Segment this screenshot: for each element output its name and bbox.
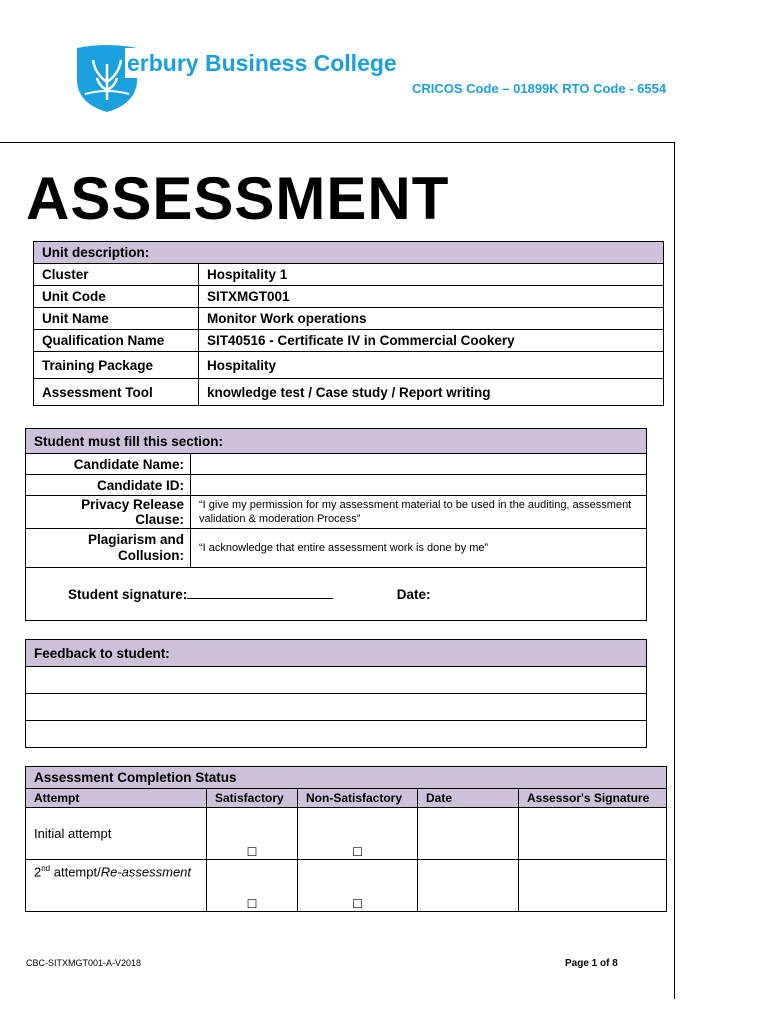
- date-cell[interactable]: [418, 808, 519, 860]
- assessor-signature-cell[interactable]: [519, 808, 667, 860]
- table-row: [34, 379, 664, 406]
- privacy-label: Privacy Release Clause:: [26, 496, 191, 529]
- row-value: Hospitality 1: [199, 264, 664, 286]
- candidate-name-field[interactable]: [191, 454, 647, 475]
- table-row: [34, 308, 664, 330]
- privacy-text: “I give my permission for my assessment material to be used in the auditing, assessment validation & moderation Process”: [191, 496, 647, 529]
- college-name: erbury Business College: [127, 50, 397, 76]
- column-header: Non-Satisfactory: [298, 789, 418, 808]
- student-section-header: Student must fill this section:: [26, 429, 647, 454]
- feedback-line[interactable]: [26, 667, 647, 694]
- table-row: [26, 808, 667, 860]
- table-row: [26, 860, 667, 912]
- column-header: Attempt: [26, 789, 207, 808]
- signature-label: Student signature:: [68, 587, 188, 602]
- document-code: CBC-SITXMGT001-A-V2018: [26, 958, 142, 968]
- table-row: [34, 286, 664, 308]
- column-header: Satisfactory: [207, 789, 298, 808]
- row-label: Cluster: [34, 264, 199, 286]
- table-row: [34, 264, 664, 286]
- date-label: Date:: [396, 587, 431, 602]
- page-number: Page 1 of 8: [565, 958, 618, 969]
- candidate-id-field[interactable]: [191, 475, 647, 496]
- completion-status-table: [25, 766, 667, 912]
- candidate-id-label: Candidate ID:: [26, 475, 191, 496]
- row-label: Unit Code: [34, 286, 199, 308]
- non-satisfactory-checkbox[interactable]: ☐: [298, 808, 418, 860]
- signature-line[interactable]: [187, 586, 333, 599]
- row-label: Qualification Name: [34, 330, 199, 352]
- feedback-line[interactable]: [26, 694, 647, 721]
- feedback-header: Feedback to student:: [26, 640, 647, 667]
- date-cell[interactable]: [418, 860, 519, 912]
- row-label: Unit Name: [34, 308, 199, 330]
- row-label: Assessment Tool: [34, 379, 199, 406]
- table-row: [34, 352, 664, 379]
- row-value: SIT40516 - Certificate IV in Commercial Cookery: [199, 330, 664, 352]
- unit-description-header: Unit description:: [34, 242, 664, 264]
- column-header: Date: [418, 789, 519, 808]
- satisfactory-checkbox[interactable]: ☐: [207, 808, 298, 860]
- row-label: Training Package: [34, 352, 199, 379]
- assessor-signature-cell[interactable]: [519, 860, 667, 912]
- row-value: Hospitality: [199, 352, 664, 379]
- row-value: knowledge test / Case study / Report writing: [199, 379, 664, 406]
- feedback-table: [25, 639, 647, 748]
- attempt-label: 2nd attempt/Re-assessment: [26, 860, 207, 912]
- cricos-code: CRICOS Code – 01899K RTO Code - 6554: [412, 81, 667, 96]
- attempt-label: Initial attempt: [26, 808, 207, 860]
- table-row: [34, 330, 664, 352]
- signature-row: [26, 568, 647, 621]
- satisfactory-checkbox[interactable]: ☐: [207, 860, 298, 912]
- student-section-table: [25, 428, 647, 621]
- plagiarism-label: Plagiarism and Collusion:: [26, 529, 191, 568]
- column-header: Assessor's Signature: [519, 789, 667, 808]
- status-header: Assessment Completion Status: [26, 767, 667, 789]
- page-title: ASSESSMENT: [26, 165, 450, 232]
- plagiarism-text: “I acknowledge that entire assessment work is done by me”: [191, 529, 647, 568]
- non-satisfactory-checkbox[interactable]: ☐: [298, 860, 418, 912]
- candidate-name-label: Candidate Name:: [26, 454, 191, 475]
- row-value: Monitor Work operations: [199, 308, 664, 330]
- unit-description-table: [33, 241, 664, 406]
- feedback-line[interactable]: [26, 721, 647, 748]
- row-value: SITXMGT001: [199, 286, 664, 308]
